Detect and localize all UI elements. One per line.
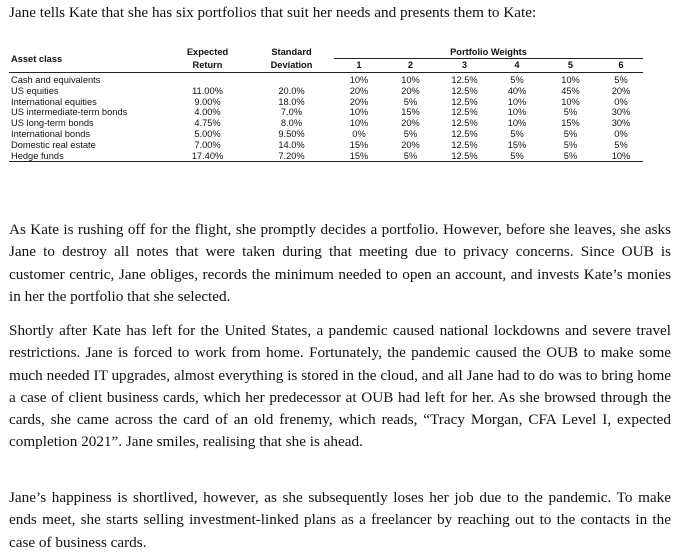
portfolio-number-header: 5 — [542, 59, 599, 73]
return-cell: 9.00% — [194, 96, 221, 107]
weight-cell: 12.5% — [451, 75, 478, 85]
weight-cell: 10% — [561, 96, 580, 107]
table-row — [9, 151, 643, 162]
weight-cell: 5% — [563, 107, 578, 118]
portfolio-number-header: 2 — [384, 59, 437, 73]
weight-cell: 10% — [349, 118, 369, 129]
return-cell: 7.00% — [194, 139, 221, 150]
sd-cell: 7.0% — [280, 107, 303, 118]
weight-cell: 5% — [403, 96, 418, 107]
return-cell: 17.40% — [191, 150, 224, 161]
weight-cell: 5% — [510, 128, 524, 139]
weight-cell: 15% — [401, 107, 420, 118]
weight-cell: 5% — [510, 150, 524, 161]
weight-cell: 5% — [403, 150, 418, 161]
weight-cell: 30% — [611, 107, 631, 118]
weight-cell: 20% — [349, 96, 369, 107]
asset-cell: International bonds — [11, 128, 91, 139]
weight-cell: 12.5% — [451, 128, 478, 139]
weight-cell: 20% — [611, 85, 631, 96]
weight-cell: 10% — [349, 107, 369, 118]
return-cell: 11.00% — [192, 85, 223, 96]
intro-text: Jane tells Kate that she has six portfolios that suit her needs and presents them to Kate: — [9, 4, 537, 21]
weight-cell: 10% — [611, 150, 631, 161]
return-header: Return — [166, 59, 249, 73]
weight-cell: 10% — [507, 107, 527, 118]
weight-cell: 12.5% — [451, 118, 478, 129]
asset-class-header: Asset class — [9, 46, 166, 73]
asset-cell: International equities — [11, 96, 97, 107]
table-row — [9, 129, 643, 140]
table-row — [9, 86, 643, 97]
sd-cell: 20.0% — [278, 85, 305, 96]
sd-cell: 9.50% — [278, 128, 305, 139]
weight-cell: 20% — [401, 118, 420, 129]
weight-cell: 10% — [561, 75, 580, 85]
weight-cell: 10% — [401, 75, 420, 85]
weight-cell: 10% — [507, 96, 527, 107]
paragraph: As Kate is rushing off for the flight, she promptly decides a portfolio. However, before she leaves, she asks Jane to destroy all notes that were taken during that meeting due to privacy concerns. Since OUB is customer centric, Jane obliges, records the minimum needed to open an account, and invests Kate’s monies in her the portfolio that she selected. — [9, 221, 671, 305]
paragraph: Jane’s happiness is shortlived, however, as she subsequently loses her job due to the pandemic. To make ends meet, she starts selling investment-linked plans as a freelancer by reaching out to the contacts in the case of business cards. — [9, 489, 671, 551]
sd-cell: 8.0% — [280, 118, 303, 129]
weight-cell: 12.5% — [451, 107, 478, 118]
weight-cell: 0% — [352, 128, 366, 139]
return-cell: 4.75% — [194, 118, 221, 129]
weight-cell: 12.5% — [451, 85, 478, 96]
weight-cell: 5% — [614, 139, 628, 150]
sd-cell: 14.0% — [278, 139, 305, 150]
paragraph: Shortly after Kate has left for the United States, a pandemic caused national lockdowns and severe travel restrictions. Jane is forced to work from home. Fortunately, the pandemic caused the OUB to make some much needed IT upgrades, almost everything is stored in the cloud, and all Jane had to do was to bring home a case of client business cards, which her predecessor at OUB had left for her. As she browsed through the cards, she came across the card of an old frenemy, which reads, “Tracy Morgan, CFA Level I, expected completion 2021”. Jane smiles, realising that she is ahead. — [9, 322, 671, 451]
weight-cell: 0% — [614, 96, 628, 107]
portfolio-number-header: 3 — [437, 59, 492, 73]
asset-cell: Domestic real estate — [11, 139, 96, 150]
table-row — [9, 118, 643, 129]
weight-cell: 5% — [563, 150, 578, 161]
asset-cell: Hedge funds — [11, 150, 64, 161]
return-cell — [166, 73, 249, 86]
sd-cell — [249, 73, 334, 86]
weight-cell: 5% — [510, 75, 524, 85]
weight-cell: 15% — [561, 118, 580, 129]
weight-cell: 12.5% — [451, 139, 478, 150]
table-row — [9, 107, 643, 118]
return-cell: 4.00% — [194, 107, 221, 118]
weight-cell: 15% — [349, 150, 369, 161]
asset-cell: US long-term bonds — [11, 118, 94, 129]
expected-header: Expected — [186, 47, 229, 58]
weight-cell: 20% — [401, 85, 420, 96]
sd-cell: 18.0% — [278, 96, 305, 107]
weight-cell: 10% — [349, 75, 369, 85]
weight-cell: 12.5% — [451, 150, 478, 161]
table-row — [9, 140, 643, 151]
weight-cell: 5% — [403, 128, 418, 139]
std-header: Standard — [271, 47, 312, 58]
weight-cell: 5% — [563, 139, 578, 150]
asset-cell: US intermediate-term bonds — [11, 107, 128, 118]
portfolio-number-header: 6 — [599, 59, 643, 73]
weight-cell: 12.5% — [451, 96, 478, 107]
asset-cell: US equities — [11, 85, 59, 96]
portfolio-number-header: 1 — [334, 59, 384, 73]
weight-cell: 10% — [507, 118, 527, 129]
weight-cell: 20% — [349, 85, 369, 96]
table-row — [9, 73, 643, 86]
portfolio-weights-header: Portfolio Weights — [334, 46, 643, 59]
portfolio-number-header: 4 — [492, 59, 542, 73]
weight-cell: 40% — [507, 85, 527, 96]
weight-cell: 15% — [349, 139, 369, 150]
table-row — [9, 97, 643, 108]
portfolio-table — [9, 46, 643, 162]
weight-cell: 45% — [561, 85, 580, 96]
portfolio-table-container — [9, 46, 643, 162]
asset-cell: Cash and equivalents — [11, 75, 101, 85]
return-cell: 5.00% — [194, 128, 221, 139]
weight-cell: 30% — [611, 118, 631, 129]
weight-cell: 0% — [614, 128, 628, 139]
weight-cell: 15% — [507, 139, 527, 150]
deviation-header: Deviation — [249, 59, 334, 73]
weight-cell: 5% — [614, 75, 628, 85]
sd-cell: 7.20% — [278, 150, 305, 161]
weight-cell: 5% — [563, 128, 578, 139]
weight-cell: 20% — [401, 139, 420, 150]
